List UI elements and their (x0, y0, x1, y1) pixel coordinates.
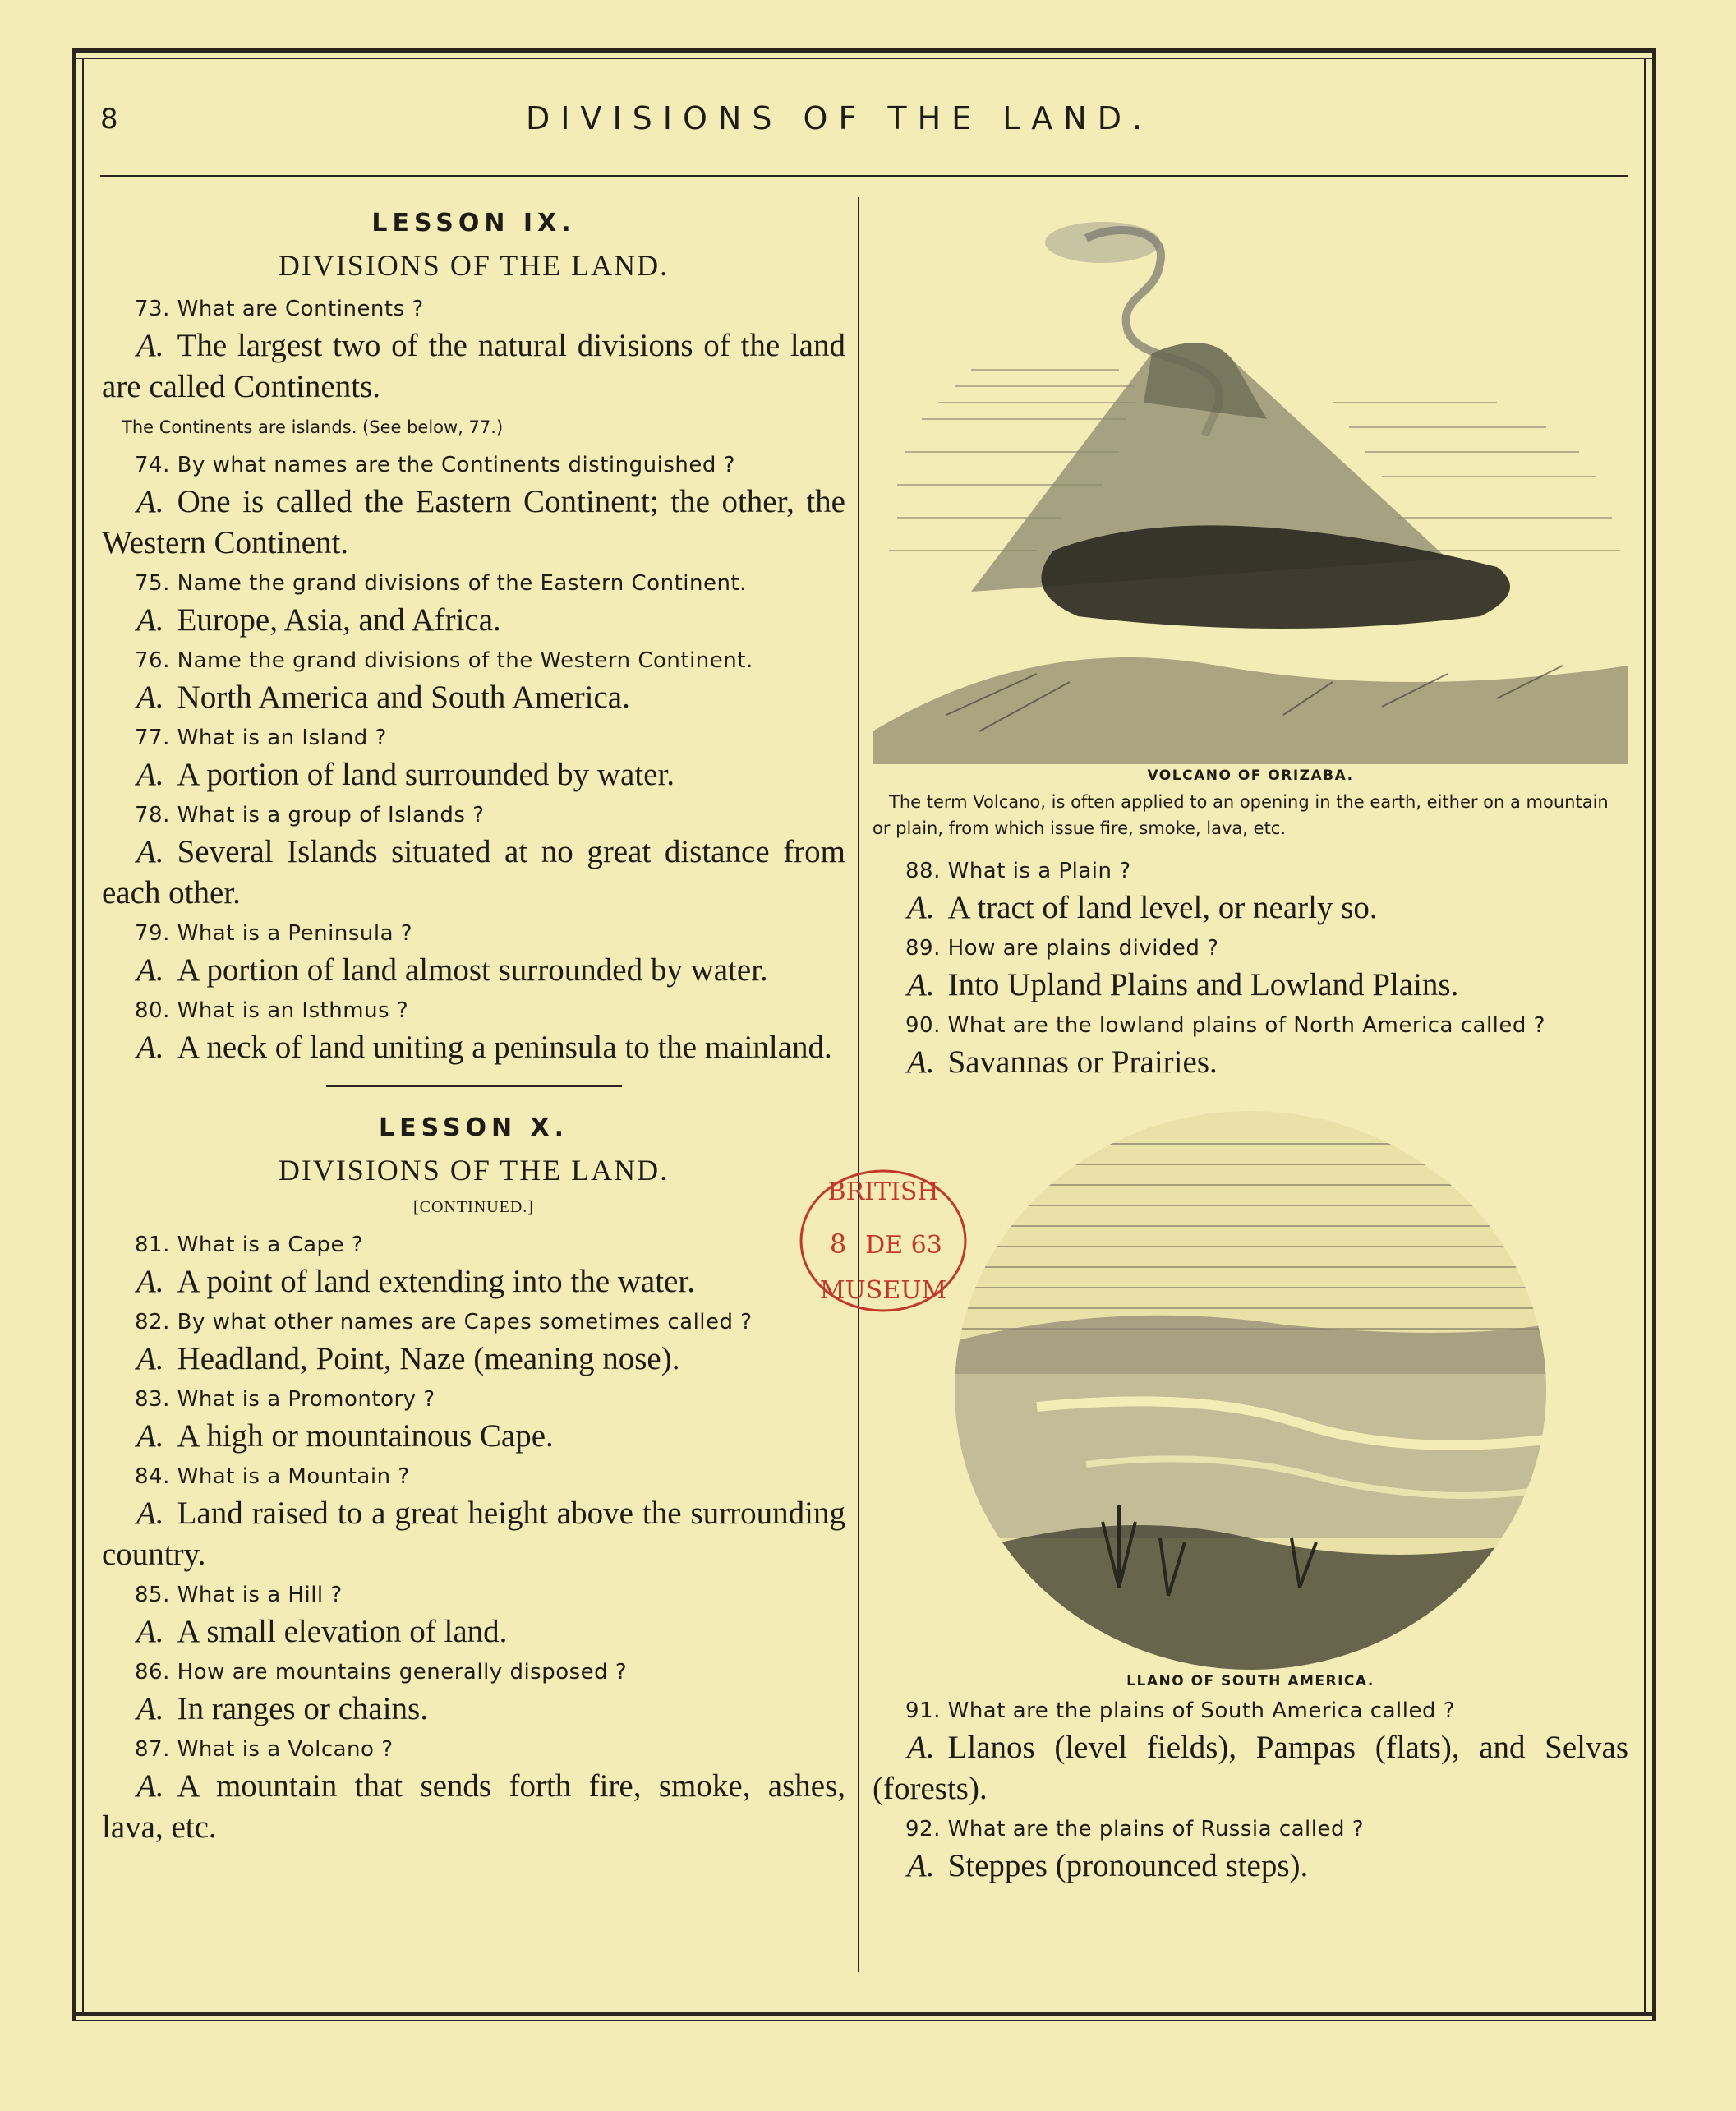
question: 79. What is a Peninsula ? (135, 921, 413, 946)
stamp-day: 8 (829, 1228, 847, 1260)
answer-text: A neck of land uniting a peninsula to the mainland. (177, 1030, 832, 1065)
lesson-10-subheading: [CONTINUED.] (413, 1198, 534, 1216)
llano-scene (873, 1095, 1628, 1670)
answer (873, 887, 1628, 929)
frame-border-top (72, 48, 1656, 53)
answer-text: Steppes (pronounced steps). (947, 1848, 1309, 1883)
question: 85. What is a Hill ? (135, 1583, 343, 1607)
answer-mark: A. (136, 1341, 164, 1376)
page-number: 8 (100, 103, 118, 136)
answer-text: In ranges or chains. (177, 1691, 428, 1726)
question: 80. What is an Isthmus ? (135, 998, 409, 1023)
lesson-10-heading: DIVISIONS OF THE LAND. (278, 1154, 670, 1187)
answer (873, 965, 1628, 1006)
answer (873, 1042, 1628, 1083)
qa-item (102, 917, 845, 991)
figure-note: The term Volcano, is often applied to an opening in the earth, either on a mountain or plain, from which issue fire, smoke, lava, etc. (873, 792, 1609, 838)
stamp-month: DE 63 (865, 1231, 942, 1260)
qa-item (102, 293, 845, 442)
answer-mark: A. (907, 967, 935, 1002)
question: 89. How are plains divided ? (905, 936, 1219, 961)
qa-item (102, 1656, 845, 1730)
question: 91. What are the plains of South America called ? (905, 1698, 1456, 1723)
qa-item (102, 1579, 845, 1652)
answer (102, 1416, 845, 1457)
question: 90. What are the lowland plains of North America called ? (905, 1013, 1545, 1038)
answer-text: Europe, Asia, and Africa. (177, 602, 501, 638)
answer-text: A mountain that sends forth fire, smoke, ashes, lava, etc. (102, 1768, 845, 1845)
museum-stamp (789, 1159, 978, 1323)
frame-border-right (1652, 48, 1656, 2021)
frame-border-bottom (72, 2012, 1656, 2016)
answer-text: The largest two of the natural divisions of the land are called Continents. (102, 328, 845, 404)
question: 75. Name the grand divisions of the Eastern Continent. (135, 571, 747, 596)
answer (873, 1846, 1628, 1887)
question: 74. By what names are the Continents distinguished ? (135, 453, 735, 477)
answer-text: One is called the Eastern Continent; the other, the Western Continent. (102, 484, 845, 560)
answer (102, 1689, 845, 1730)
volcano-figure (873, 205, 1628, 841)
foreground-hills (873, 657, 1628, 764)
qa-item (873, 932, 1628, 1006)
header-rule (100, 175, 1628, 177)
lesson-9-title: LESSON IX. (371, 209, 576, 237)
forest-band (1041, 525, 1510, 629)
answer-mark: A. (136, 680, 164, 715)
answer-mark: A. (907, 890, 935, 925)
qa-item (873, 855, 1628, 929)
answer (873, 1727, 1628, 1809)
left-column (102, 205, 845, 1848)
answer (102, 1493, 845, 1575)
answer (102, 1611, 845, 1652)
answer-text: A small elevation of land. (177, 1614, 508, 1649)
answer-mark: A. (136, 602, 164, 638)
frame-border-bottom-inner (72, 2020, 1656, 2021)
qa-item (102, 1733, 845, 1848)
answer-text: A tract of land level, or nearly so. (947, 890, 1378, 925)
question: 78. What is a group of Islands ? (135, 803, 485, 827)
answer (102, 482, 845, 564)
answer-mark: A. (136, 328, 164, 363)
answer (102, 1339, 845, 1380)
answer-mark: A. (136, 1264, 164, 1299)
figure-caption: LLANO OF SOUTH AMERICA. (1126, 1673, 1375, 1689)
answer-mark: A. (136, 1418, 164, 1454)
right-column (873, 205, 1628, 1887)
frame-border-top-inner (72, 58, 1656, 59)
qa-item (102, 449, 845, 564)
qa-item (102, 567, 845, 641)
lesson-separator-rule (326, 1085, 622, 1087)
answer-mark: A. (907, 1044, 935, 1080)
question: 77. What is an Island ? (135, 726, 387, 750)
qa-item (102, 799, 845, 914)
qa-item (873, 1813, 1628, 1887)
column-divider (858, 197, 859, 1972)
llano-figure (873, 1095, 1628, 1689)
answer (102, 1766, 845, 1848)
question: 82. By what other names are Capes sometimes called ? (135, 1310, 753, 1334)
answer (102, 325, 845, 408)
answer-mark: A. (136, 834, 164, 869)
stamp-bottom-text: MUSEUM (819, 1276, 947, 1305)
qa-item (102, 644, 845, 718)
answer-text: North America and South America. (177, 680, 630, 715)
answer-mark: A. (907, 1730, 935, 1765)
lesson-10-title: LESSON X. (378, 1113, 569, 1142)
qa-item (102, 1460, 845, 1575)
answer (102, 600, 845, 641)
question: 88. What is a Plain ? (905, 859, 1131, 883)
answer (102, 754, 845, 795)
answer-text: Into Upland Plains and Lowland Plains. (947, 967, 1459, 1002)
answer-mark: A. (136, 1768, 164, 1804)
answer (102, 950, 845, 991)
answer-text: Several Islands situated at no great distance from each other. (102, 834, 845, 910)
qa-item (102, 721, 845, 795)
answer (102, 677, 845, 718)
answer-mark: A. (907, 1848, 935, 1883)
question: 86. How are mountains generally disposed ? (135, 1660, 628, 1685)
answer-text: A portion of land almost surrounded by water. (177, 952, 768, 988)
qa-item (102, 994, 845, 1068)
frame-border-left (72, 48, 76, 2021)
answer-text: Llanos (level fields), Pampas (flats), and Selvas (forests). (873, 1730, 1628, 1806)
frame-border-left-inner (82, 58, 84, 2013)
question: 83. What is a Promontory ? (135, 1387, 435, 1412)
answer-text: A point of land extending into the water. (177, 1264, 695, 1299)
volcano-illustration (873, 205, 1628, 764)
answer-mark: A. (136, 1614, 164, 1649)
answer (102, 832, 845, 914)
answer-text: Land raised to a great height above the surrounding country. (102, 1496, 845, 1572)
answer-text: A high or mountainous Cape. (177, 1418, 554, 1454)
answer-mark: A. (136, 1691, 164, 1726)
question: 92. What are the plains of Russia called ? (905, 1817, 1365, 1841)
qa-item (102, 1383, 845, 1457)
stamp-top-text: BRITISH (827, 1178, 939, 1206)
answer-text: Savannas or Prairies. (947, 1044, 1218, 1080)
answer-mark: A. (136, 952, 164, 988)
qa-item (102, 1306, 845, 1380)
answer-text: Headland, Point, Naze (meaning nose). (177, 1341, 680, 1376)
llano-illustration (873, 1095, 1628, 1670)
note: The Continents are islands. (See below, 77.) (122, 417, 504, 437)
answer-mark: A. (136, 1496, 164, 1531)
qa-item (873, 1694, 1628, 1809)
answer-mark: A. (136, 484, 164, 519)
qa-item (102, 1228, 845, 1302)
answer-mark: A. (136, 1030, 164, 1065)
answer-mark: A. (136, 757, 164, 792)
answer (102, 1261, 845, 1302)
question: 81. What is a Cape ? (135, 1233, 364, 1257)
question: 73. What are Continents ? (135, 297, 424, 321)
answer-text: A portion of land surrounded by water. (177, 757, 675, 792)
plain-ground (955, 1374, 1546, 1538)
qa-item (873, 1009, 1628, 1083)
question: 84. What is a Mountain ? (135, 1464, 410, 1489)
answer (102, 1027, 845, 1068)
smoke-cloud (1045, 222, 1160, 263)
question: 87. What is a Volcano ? (135, 1737, 394, 1762)
lesson-9-heading: DIVISIONS OF THE LAND. (278, 249, 670, 282)
question: 76. Name the grand divisions of the Western Continent. (135, 648, 753, 673)
figure-caption: VOLCANO OF ORIZABA. (1147, 767, 1354, 784)
running-head: DIVISIONS OF THE LAND. (526, 100, 1153, 136)
frame-border-right-inner (1644, 58, 1646, 2013)
